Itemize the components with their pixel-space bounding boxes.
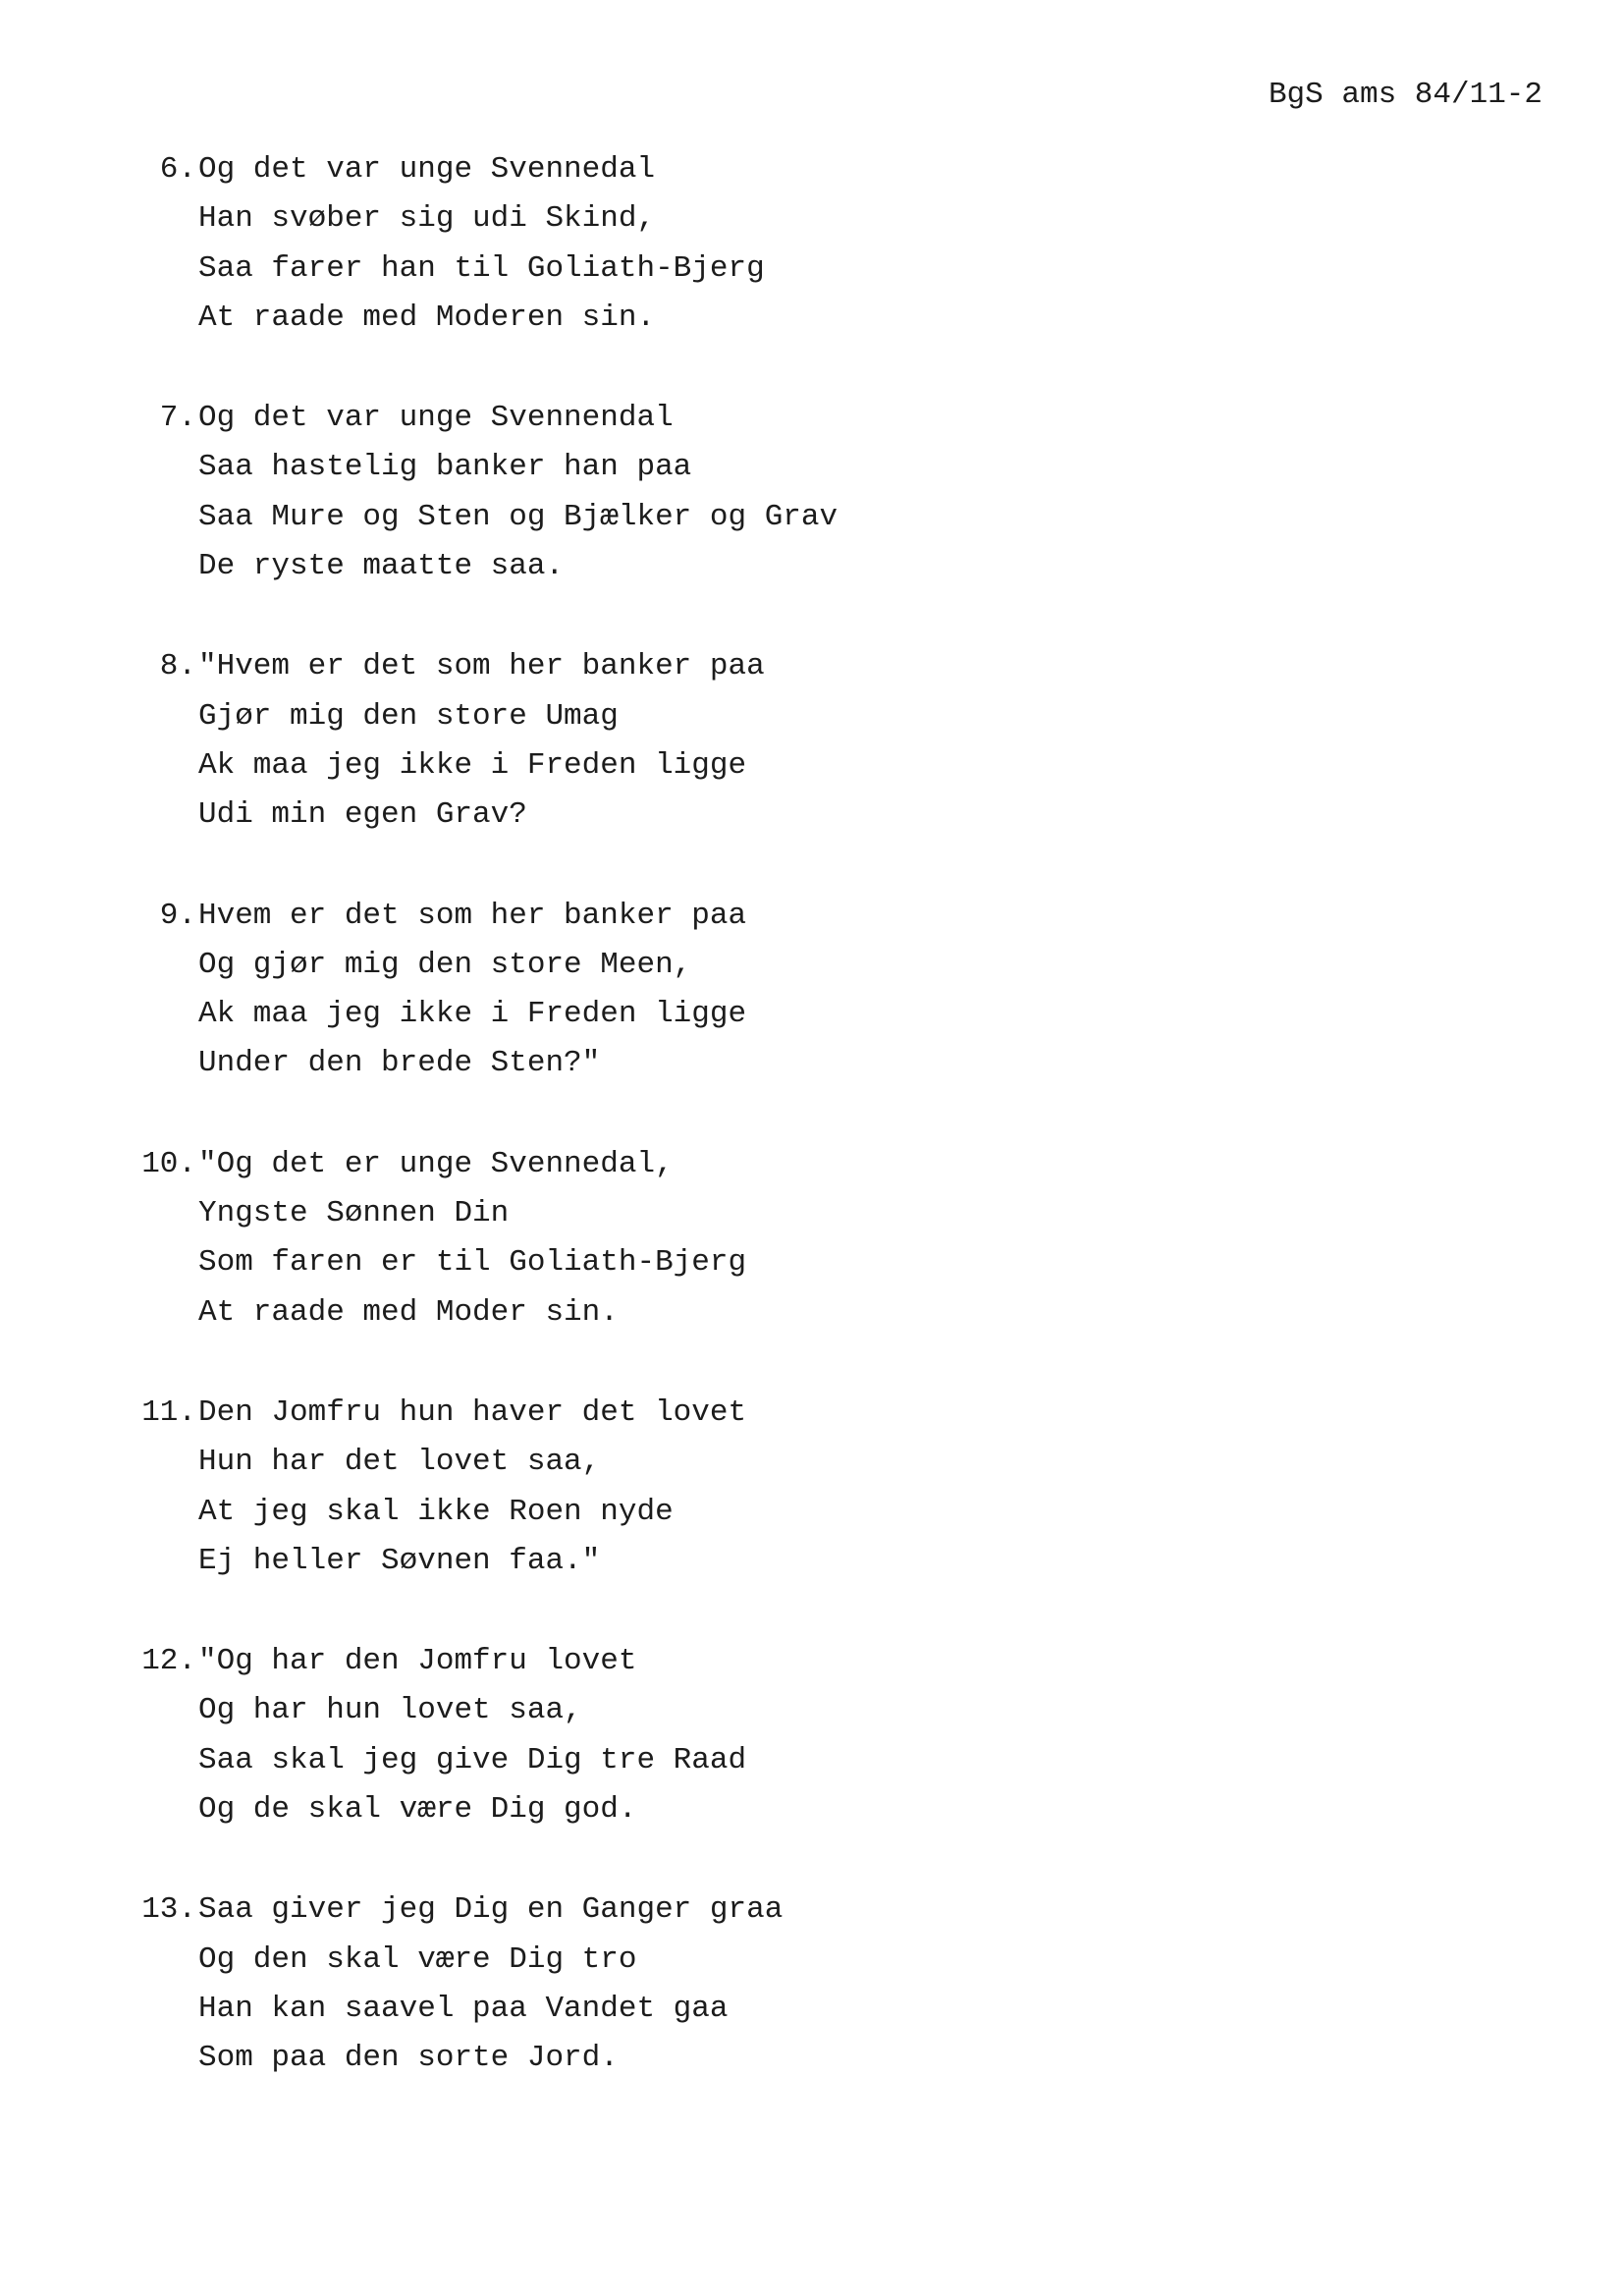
verse-line: Saa farer han til Goliath-Bjerg [198, 250, 765, 286]
verse-line: Saa hastelig banker han paa [198, 450, 692, 485]
verse-line: Ak maa jeg ikke i Freden ligge [198, 997, 747, 1032]
verse-number: 9. [159, 898, 196, 933]
verse-line: Saa skal jeg give Dig tre Raad [198, 1742, 747, 1777]
verse-lines [198, 145, 765, 343]
verse-lines [198, 1637, 746, 1834]
verse [116, 1389, 1196, 1586]
verse-lines [198, 642, 765, 840]
verse-line: "Hvem er det som her banker paa [198, 649, 765, 684]
verse-line: Og det var unge Svennedal [198, 152, 656, 187]
verse-lines [198, 1140, 746, 1338]
verse [116, 145, 1196, 343]
verse-line: Han svøber sig udi Skind, [198, 201, 656, 237]
verse-line: Som paa den sorte Jord. [198, 2041, 619, 2076]
verse-line: Den Jomfru hun haver det lovet [198, 1394, 747, 1430]
verse [116, 394, 1196, 591]
verse-lines [198, 1886, 783, 2083]
verse-number: 6. [159, 152, 196, 187]
verse-line: Og har hun lovet saa, [198, 1693, 582, 1728]
verse-line: Saa Mure og Sten og Bjælker og Grav [198, 499, 839, 534]
verse-line: Og gjør mig den store Meen, [198, 947, 692, 982]
verse-line: Under den brede Sten?" [198, 1046, 601, 1081]
verse-lines [198, 1389, 746, 1586]
verse-line: Som faren er til Goliath-Bjerg [198, 1245, 747, 1281]
verse-line: Yngste Sønnen Din [198, 1196, 510, 1231]
verse [116, 1140, 1196, 1338]
verse-number: 7. [159, 401, 196, 436]
verse-line: Udi min egen Grav? [198, 797, 527, 833]
verse-number: 12. [141, 1644, 196, 1679]
verse-line: De ryste maatte saa. [198, 549, 565, 584]
archive-reference: BgS ams 84/11-2 [1268, 78, 1542, 112]
verse-line: Og den skal være Dig tro [198, 1941, 637, 1977]
verse [116, 642, 1196, 840]
verse-line: Hvem er det som her banker paa [198, 898, 747, 933]
verse-line: Og de skal være Dig god. [198, 1792, 637, 1828]
verse-number: 8. [159, 649, 196, 684]
verse-line: Hun har det lovet saa, [198, 1445, 601, 1480]
verse [116, 892, 1196, 1089]
verse-line: Ej heller Søvnen faa." [198, 1543, 601, 1578]
verse-line: At raade med Moderen sin. [198, 300, 656, 335]
verse-line: Han kan saavel paa Vandet gaa [198, 1991, 729, 2026]
verse-line: Saa giver jeg Dig en Ganger graa [198, 1892, 784, 1928]
verse-lines [198, 892, 746, 1089]
verse-line: At jeg skal ikke Roen nyde [198, 1494, 674, 1529]
verse-list [116, 145, 1196, 2135]
verse-number: 10. [141, 1146, 196, 1181]
verse [116, 1637, 1196, 1834]
verse-number: 11. [141, 1394, 196, 1430]
verse-line: Ak maa jeg ikke i Freden ligge [198, 747, 747, 783]
verse-line: Gjør mig den store Umag [198, 698, 619, 734]
verse-line: At raade med Moder sin. [198, 1294, 619, 1330]
verse-line: "Og det er unge Svennedal, [198, 1146, 674, 1181]
verse-lines [198, 394, 838, 591]
verse-line: "Og har den Jomfru lovet [198, 1644, 637, 1679]
verse [116, 1886, 1196, 2083]
verse-number: 13. [141, 1892, 196, 1928]
verse-line: Og det var unge Svennendal [198, 401, 674, 436]
